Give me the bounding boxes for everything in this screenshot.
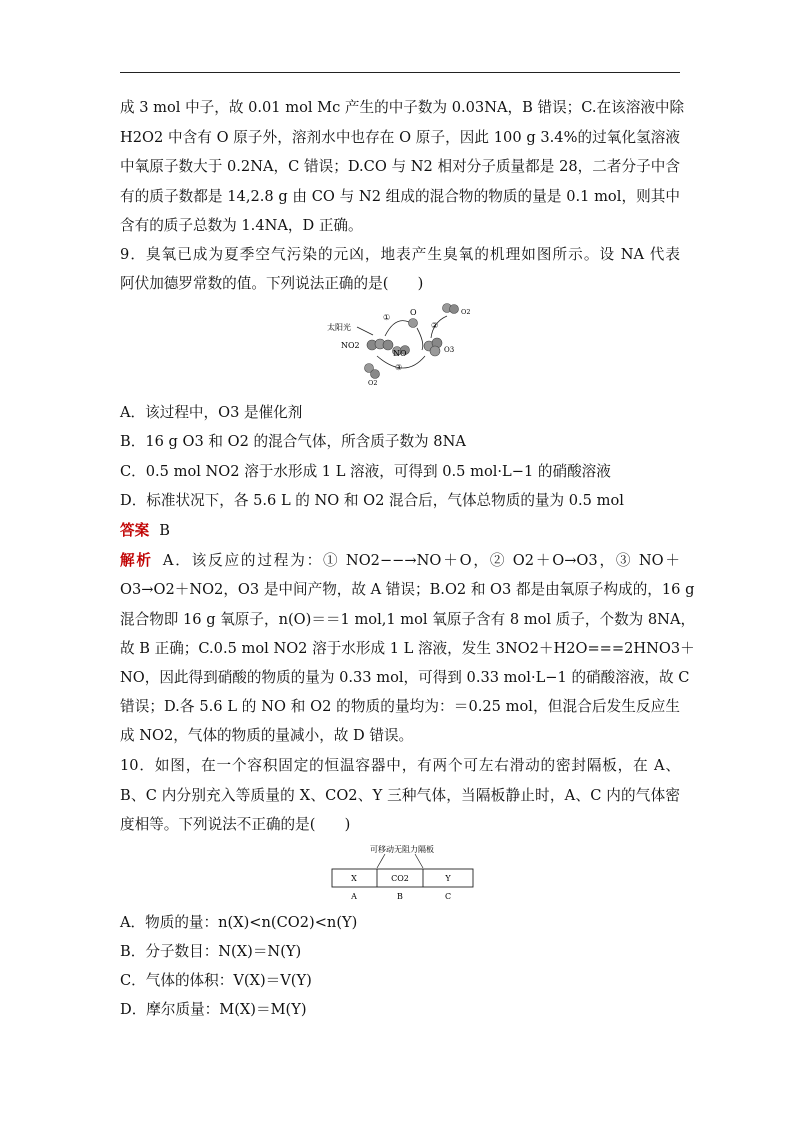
no-label: NO [393, 349, 407, 358]
label-a: A [351, 892, 357, 901]
cell-co2: CO2 [391, 874, 409, 883]
header-rule [120, 72, 680, 73]
container-figure [330, 843, 475, 905]
o-label: O [410, 308, 417, 317]
answer-label: 答案 [120, 522, 150, 539]
q10-stem-line: 10．如图，在一个容积固定的恒温容器中，有两个可左右滑动的密封隔板，在 A、 [120, 757, 680, 774]
q9-option-b: B．16 g O3 和 O2 的混合气体，所含质子数为 8NA [120, 433, 466, 450]
q9-option-d: D．标准状况下，各 5.6 L 的 NO 和 O2 混合后，气体总物质的量为 0.5 mol [120, 492, 624, 509]
analysis-line: 故 B 正确；C.0.5 mol NO2 溶于水形成 1 L 溶液，发生 3NO2＋H2O===2HNO3＋ [120, 640, 695, 657]
text-line: 中氧原子数大于 0.2NA，C 错误；D.CO 与 N2 相对分子质量都是 28，二者分子中含 [120, 158, 680, 175]
answer-value: B [159, 522, 170, 539]
text-line: 成 3 mol 中子，故 0.01 mol Mc 产生的中子数为 0.03NA，B 错误；C.在该溶液中除 [120, 99, 685, 116]
q9-option-a: A．该过程中，O3 是催化剂 [120, 404, 303, 421]
sunlight-label: 太阳光 [327, 323, 351, 332]
step-1: ① [383, 313, 391, 322]
text-line: H2O2 中含有 O 原子外，溶剂水中也存在 O 原子，因此 100 g 3.4%的过氧化氢溶液 [120, 129, 680, 146]
analysis-line: 成 NO2，气体的物质的量减小，故 D 错误。 [120, 727, 414, 744]
label-b: B [397, 892, 403, 901]
step-3: ③ [395, 363, 403, 372]
step-2: ② [431, 321, 439, 330]
q9-stem-line: 阿伏加德罗常数的值。下列说法正确的是( ) [120, 275, 424, 292]
analysis-line: NO，因此得到硝酸的物质的量为 0.33 mol，可得到 0.33 mol·L−1 的硝酸溶液，故 C [120, 669, 690, 686]
analysis-label: 解析 [120, 552, 153, 569]
q10-stem-line: B、C 内分别充入等质量的 X、CO2、Y 三种气体，当隔板静止时，A、C 内的气体密 [120, 787, 680, 804]
analysis-line: O3→O2＋NO2，O3 是中间产物，故 A 错误；B.O2 和 O3 都是由氧原子构成的，16 g [120, 581, 695, 598]
analysis-line: 混合物即 16 g 氧原子，n(O)＝＝1 mol,1 mol 氧原子含有 8 mol 质子，个数为 8NA， [120, 611, 696, 628]
q10-option-a: A．物质的量：n(X)<n(CO2)<n(Y) [120, 914, 358, 931]
cell-y: Y [445, 874, 451, 883]
q9-analysis-first [120, 551, 680, 571]
q9-stem-line: 9．臭氧已成为夏季空气污染的元凶，地表产生臭氧的机理如图所示。设 NA 代表 [120, 246, 680, 263]
q10-option-c: C．气体的体积：V(X)＝V(Y) [120, 972, 312, 989]
o2-label-bottom: O2 [368, 379, 378, 387]
q10-option-b: B．分子数目：N(X)＝N(Y) [120, 943, 302, 960]
q10-stem-line: 度相等。下列说法不正确的是( ) [120, 816, 351, 833]
ozone-mechanism-figure [325, 298, 475, 388]
q10-option-d: D．摩尔质量：M(X)＝M(Y) [120, 1001, 307, 1018]
o-atom [409, 319, 418, 328]
partition-title: 可移动无阻力隔板 [370, 845, 434, 854]
label-c: C [444, 892, 452, 901]
text-line: 含有的质子总数为 1.4NA，D 正确。 [120, 217, 363, 234]
o3-label: O3 [444, 346, 455, 354]
cell-x: X [351, 874, 357, 883]
q9-answer-row [120, 521, 680, 541]
no2-label: NO2 [341, 341, 360, 350]
o2-label-top: O2 [461, 308, 471, 316]
q9-option-c: C．0.5 mol NO2 溶于水形成 1 L 溶液，可得到 0.5 mol·L−1 的硝酸溶液 [120, 463, 611, 480]
analysis-first-text: A．该反应的过程为：① NO2−−→NO＋O，② O2＋O→O3，③ NO＋ [162, 552, 680, 569]
text-line: 有的质子数都是 14,2.8 g 由 CO 与 N2 组成的混合物的物质的量是 0.1 mol，则其中 [120, 188, 680, 205]
analysis-line: 错误；D.各 5.6 L 的 NO 和 O2 的物质的量均为：＝0.25 mol，但混合后发生反应生 [120, 698, 680, 715]
